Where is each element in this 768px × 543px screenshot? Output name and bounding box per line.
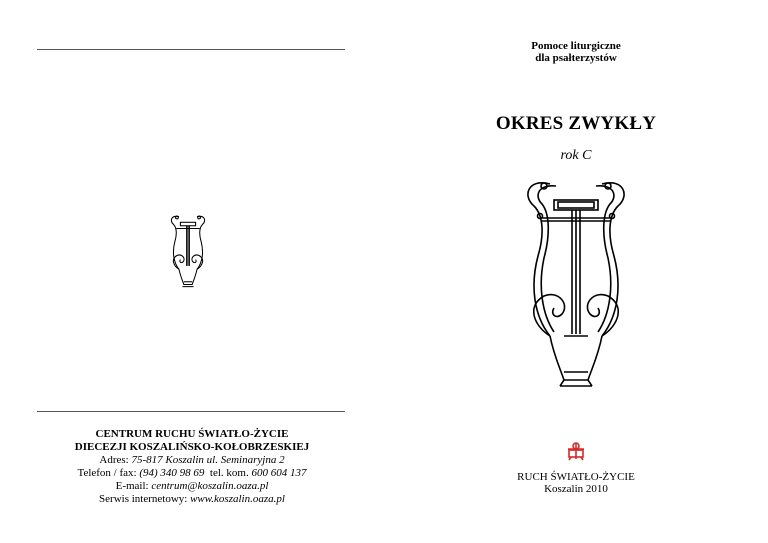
top-rule	[37, 49, 345, 50]
page-title: OKRES ZWYKŁY	[495, 113, 657, 134]
ruch-swiatlo-zycie-logo-icon	[565, 441, 587, 461]
phone-line	[0, 467, 384, 480]
org-name-line2: DIECEZJI KOSZALIŃSKO-KOŁOBRZESKIEJ	[74, 441, 310, 453]
mobile-label: tel. kom.	[204, 467, 252, 479]
web-line	[0, 493, 384, 506]
large-lyre-icon	[520, 176, 632, 390]
publisher-block	[384, 471, 768, 495]
phone-label: Telefon / fax:	[77, 467, 140, 479]
aids-line2: dla psałterzystów	[535, 52, 617, 64]
front-cover	[384, 0, 768, 543]
org-name-line1: CENTRUM RUCHU ŚWIATŁO-ŻYCIE	[95, 428, 289, 440]
web-label: Serwis internetowy:	[99, 493, 191, 505]
small-lyre-icon	[168, 214, 208, 288]
bottom-rule	[37, 411, 345, 412]
aids-line1: Pomoce liturgiczne	[531, 40, 621, 52]
movement-name: RUCH ŚWIATŁO-ŻYCIE	[517, 471, 635, 483]
email-label: E-mail:	[115, 480, 152, 492]
address-value: 75-817 Koszalin ul. Seminaryjna 2	[131, 454, 285, 466]
liturgical-year: rok C	[560, 148, 592, 163]
email-line	[0, 480, 384, 493]
email-value[interactable]: centrum@koszalin.oaza.pl	[151, 480, 269, 492]
organization-block	[0, 428, 384, 506]
web-value[interactable]: www.koszalin.oaza.pl	[190, 493, 285, 505]
address-line	[0, 454, 384, 467]
mobile-value: 600 604 137	[251, 467, 307, 479]
address-label: Adres:	[99, 454, 132, 466]
liturgical-aids-heading	[384, 40, 768, 64]
phone-value: (94) 340 98 69	[139, 467, 205, 479]
place-and-year: Koszalin 2010	[544, 483, 608, 495]
